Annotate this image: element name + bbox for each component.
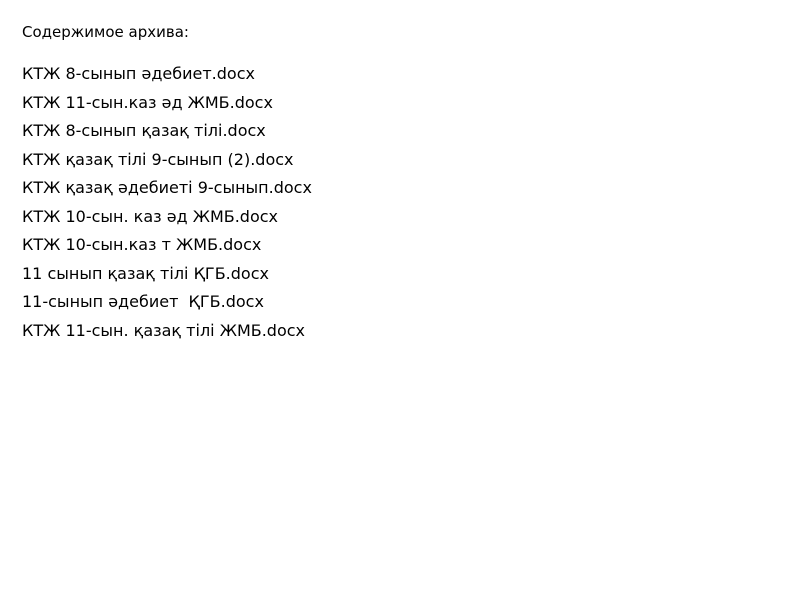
list-item: КТЖ 10-сын.каз т ЖМБ.docx: [22, 235, 262, 254]
archive-file-list: [22, 60, 780, 345]
page-title: Содержимое архива:: [22, 23, 189, 41]
list-item: КТЖ 8-сынып қазақ тілі.docx: [22, 121, 266, 140]
list-item: 11 сынып қазақ тілі ҚГБ.docx: [22, 263, 269, 283]
list-item: КТЖ 11-сын.каз әд ЖМБ.docx: [22, 92, 273, 112]
list-item: КТЖ қазақ әдебиеті 9-сынып.docx: [22, 178, 312, 197]
list-item: КТЖ 11-сын. қазақ тілі ЖМБ.docx: [22, 320, 306, 340]
list-item: КТЖ 8-сынып әдебиет.docx: [22, 64, 255, 83]
list-item: КТЖ қазақ тілі 9-сынып (2).docx: [22, 149, 294, 169]
list-item: КТЖ 10-сын. каз әд ЖМБ.docx: [22, 206, 279, 226]
list-item: 11-сынып әдебиет ҚГБ.docx: [22, 292, 264, 311]
